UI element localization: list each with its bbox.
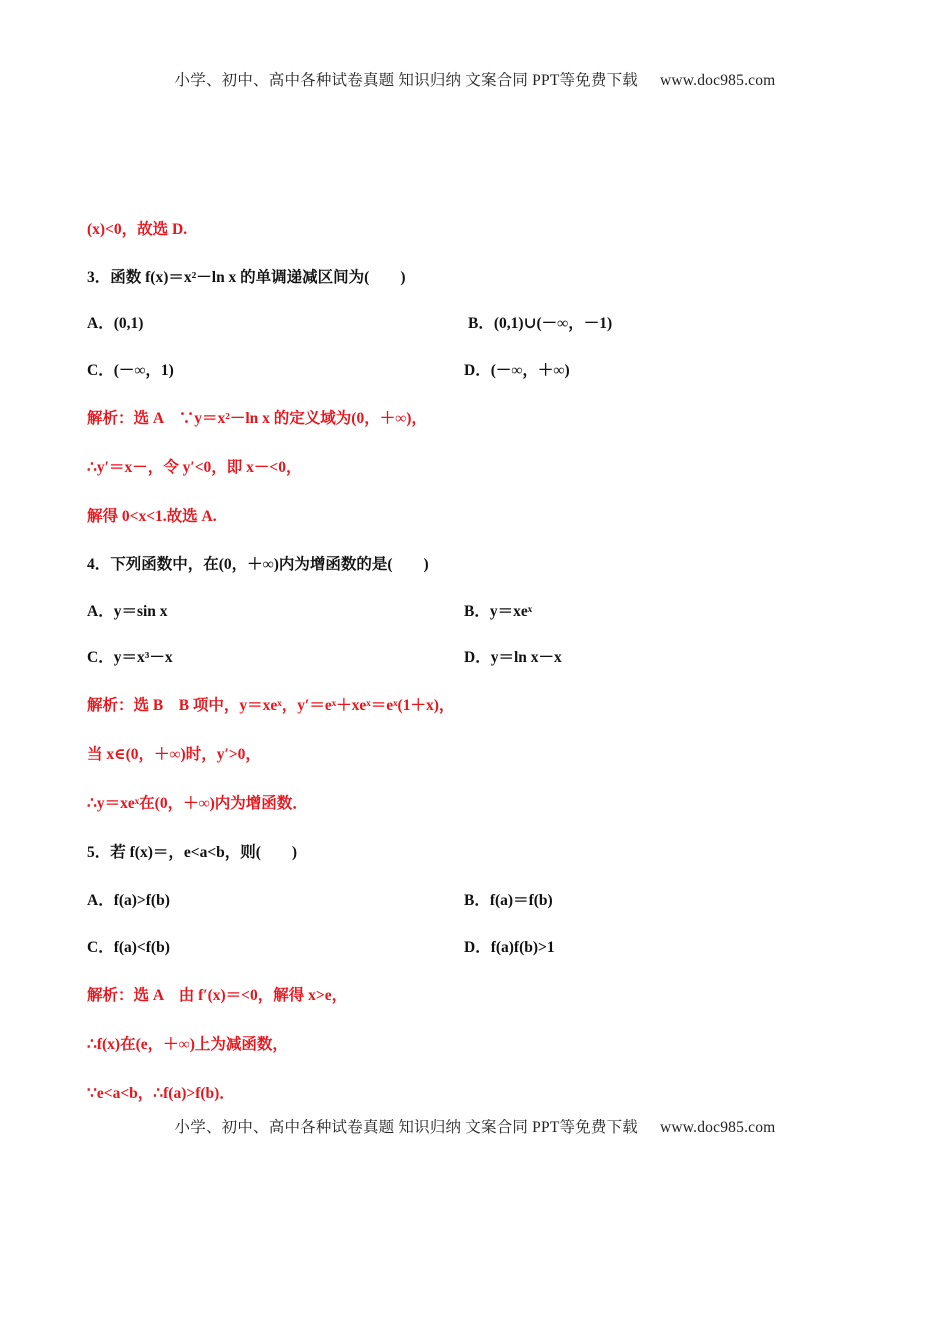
q3-solution-3: 解得 0<x<1.故选 A. [87,508,217,525]
q4-option-a: A．y＝sin x [87,603,168,620]
q3-solution-1: 解析：选 A ∵y＝x²－ln x 的定义域为(0，＋∞)， [87,410,427,427]
q4-solution-2: 当 x∈(0，＋∞)时，y′>0， [87,746,261,763]
q4-option-c: C．y＝x³－x [87,649,173,666]
page-header [0,68,950,90]
question-5: 5．若 f(x)＝，e<a<b，则( ) [87,844,298,861]
q3-option-a: A．(0,1) [87,315,144,332]
page-footer [0,1115,950,1137]
q5-solution-2: ∴f(x)在(e，＋∞)上为减函数， [87,1036,288,1053]
q3-option-d: D．(－∞，＋∞) [464,362,570,379]
q5-option-d: D．f(a)f(b)>1 [464,939,555,956]
q5-solution-1: 解析：选 A 由 f′(x)＝<0，解得 x>e， [87,987,348,1004]
footer-site: www.doc985.com [659,1119,776,1136]
q4-solution-3: ∴y＝xeˣ在(0，＋∞)内为增函数． [87,795,308,812]
q5-option-c: C．f(a)<f(b) [87,939,170,956]
q5-solution-3: ∵e<a<b，∴f(a)>f(b)． [87,1085,235,1102]
q5-option-b: B．f(a)＝f(b) [464,892,553,909]
q4-option-d: D．y＝ln x－x [464,649,562,666]
q4-option-b: B．y＝xeˣ [464,603,533,620]
header-text: 小学、初中、高中各种试卷真题 知识归纳 文案合同 PPT等免费下载 [174,72,638,89]
q3-option-c: C．(－∞，1) [87,362,174,379]
question-3: 3．函数 f(x)＝x²－ln x 的单调递减区间为( ) [87,269,406,286]
q3-solution-2: ∴y′＝x－，令 y′<0，即 x－<0， [87,459,302,476]
header-site: www.doc985.com [659,72,776,89]
question-4: 4．下列函数中，在(0，＋∞)内为增函数的是( ) [87,556,429,573]
solution-continuation: (x)<0，故选 D. [87,221,188,238]
footer-text: 小学、初中、高中各种试卷真题 知识归纳 文案合同 PPT等免费下载 [174,1119,638,1136]
q3-option-b: B．(0,1)∪(－∞，－1) [468,315,613,332]
q5-option-a: A．f(a)>f(b) [87,892,170,909]
q4-solution-1: 解析：选 B B 项中，y＝xeˣ，y′＝eˣ＋xeˣ＝eˣ(1＋x)， [87,697,455,714]
